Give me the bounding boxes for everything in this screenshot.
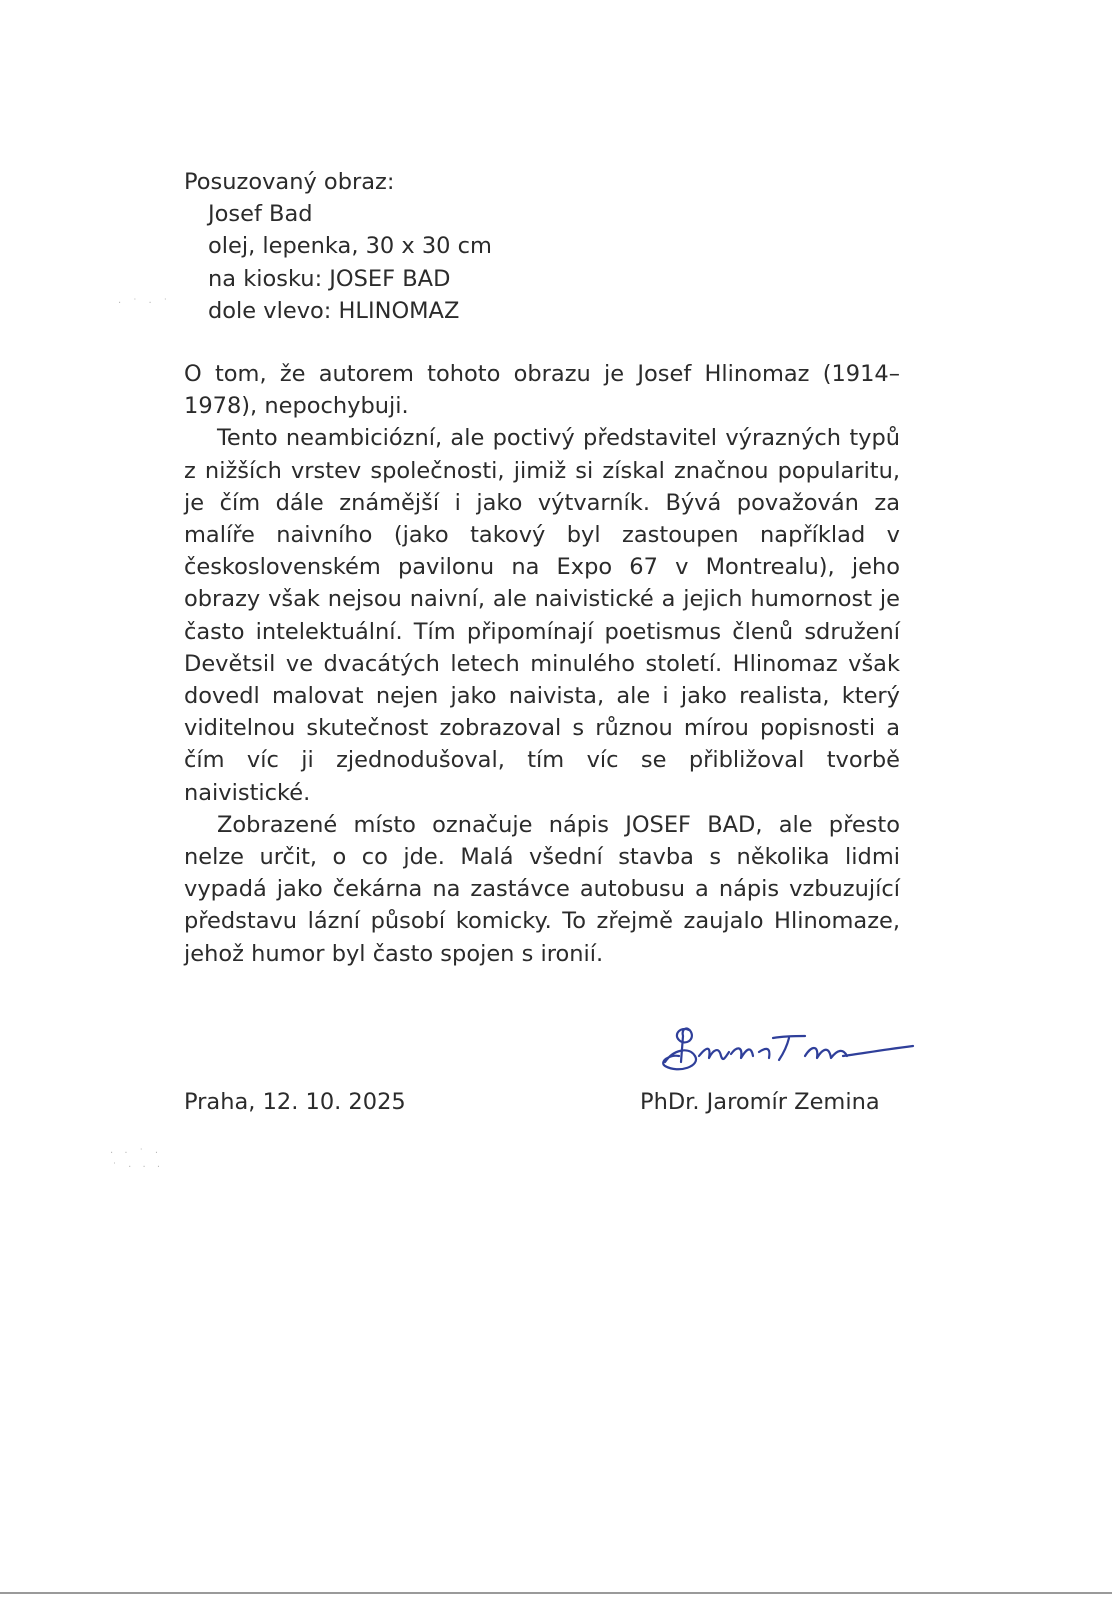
document-body	[184, 166, 900, 970]
scan-speck: ˙ · · ·	[112, 1162, 165, 1173]
place-and-date: Praha, 12. 10. 2025	[184, 1089, 406, 1115]
description-paragraph: Zobrazené místo označuje nápis JOSEF BAD, ale přesto nelze určit, o co jde. Malá všední stavba s několika lidmi vypadá jako čekárna na zastávce autobusu a nápis vzbuzující představu lázní působí komicky. To zřejmě zaujalo Hlinomaze, jehož humor byl často spojen s ironií.	[184, 811, 900, 967]
artwork-details	[184, 198, 900, 327]
artwork-heading: Posuzovaný obraz:	[184, 169, 395, 195]
artwork-signature-location: dole vlevo: HLINOMAZ	[208, 297, 460, 324]
artwork-title: Josef Bad	[208, 201, 313, 228]
handwritten-signature	[655, 1016, 925, 1088]
page-bottom-edge	[0, 1592, 1112, 1594]
artwork-inscription: na kiosku: JOSEF BAD	[208, 265, 451, 292]
opening-paragraph: O tom, že autorem tohoto obrazu je Josef Hlinomaz (1914–1978), nepochybuji.	[184, 361, 900, 420]
signer-name: PhDr. Jaromír Zemina	[640, 1089, 880, 1115]
scan-speck: · ˙ · ˙	[118, 298, 172, 309]
scan-speck: · · ˙ ·	[110, 1148, 163, 1159]
artwork-medium: olej, lepenka, 30 x 30 cm	[208, 233, 492, 260]
analysis-paragraph: Tento neambiciózní, ale poctivý představitel výrazných typů z nižších vrstev společnosti, jimiž si získal značnou popularitu, je čím dále známější i jako výtvarník. Bývá považován za malíře naivního (jako takový byl zastoupen například v československém pavilonu na Expo 67 v Montrealu), jeho obrazy však nejsou naivní, ale naivistické a jejich humornost je často intelektuální. Tím připomínají poetismus členů sdružení Devětsil ve dvacátých letech minulého století. Hlinomaz však dovedl malovat nejen jako naivista, ale i jako realista, který viditelnou skutečnost zobrazoval s různou mírou popisnosti a čím víc ji zjednodušoval, tím víc se přibližoval tvorbě naivistické.	[184, 425, 900, 806]
